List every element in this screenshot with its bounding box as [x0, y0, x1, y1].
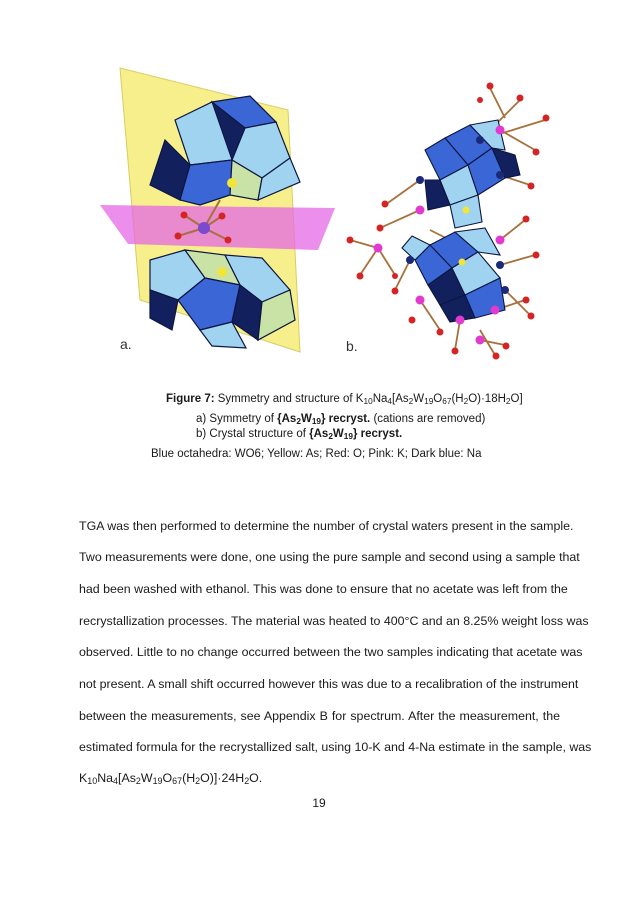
page-number: 19: [312, 796, 326, 810]
paragraph-line: TGA was then performed to determine the number of crystal waters present in the sample.: [79, 519, 574, 533]
paragraph-line: recrystallization processes. The material was heated to 400°C and an 8.25% weight loss was: [79, 614, 589, 628]
paragraph-line: not present. A small shift occurred however this was due to a recalibration of the instrument: [79, 677, 579, 691]
paragraph-line: between the measurements, see Appendix B for spectrum. After the measurement, the: [79, 709, 560, 723]
panel-a-label: a.: [120, 336, 132, 352]
panel-b-label: b.: [346, 338, 358, 354]
caption-a-suffix: (cations are removed): [370, 413, 486, 425]
paragraph-final-formula: $K_{10}Na_4[As_2W_{19}O_{67}(H_2O)]\cdot 24H_2O$.: [79, 771, 263, 787]
figure-caption-title: Figure 7: Symmetry and structure of $K_{10}Na_4[As_2W_{19}O_{67}(H_2O)\cdot 18H_2O]$: [166, 393, 523, 407]
figure-label: Figure 7:: [166, 393, 215, 405]
figure-7-image: [0, 0, 638, 360]
caption-a-prefix: a) Symmetry of: [196, 413, 278, 425]
paragraph-line: observed. Little to no change occurred between the two samples indicating that acetate was: [79, 645, 583, 659]
caption-line-b: b) Crystal structure of $\{As_2W_{19}\}$ recryst.: [196, 428, 403, 442]
caption-legend: Blue octahedra: WO6; Yellow: As; Red: O; Pink: K; Dark blue: Na: [151, 448, 482, 460]
caption-b-prefix: b) Crystal structure of: [196, 428, 310, 440]
paragraph-line: had been washed with ethanol. This was done to ensure that no acetate was left from the: [79, 582, 568, 596]
caption-line-a: a) Symmetry of $\{As_2W_{19}\}$ recryst. (cations are removed): [196, 413, 486, 427]
paragraph-line: Two measurements were done, one using the pure sample and second using a sample that: [79, 550, 580, 564]
figure-title-text: Symmetry and structure of K: [217, 393, 364, 405]
magenta-symmetry-plane: [100, 205, 335, 250]
paragraph-line: estimated formula for the recrystallized salt, using 10-K and 4-Na estimate in the sample, was: [79, 740, 592, 754]
